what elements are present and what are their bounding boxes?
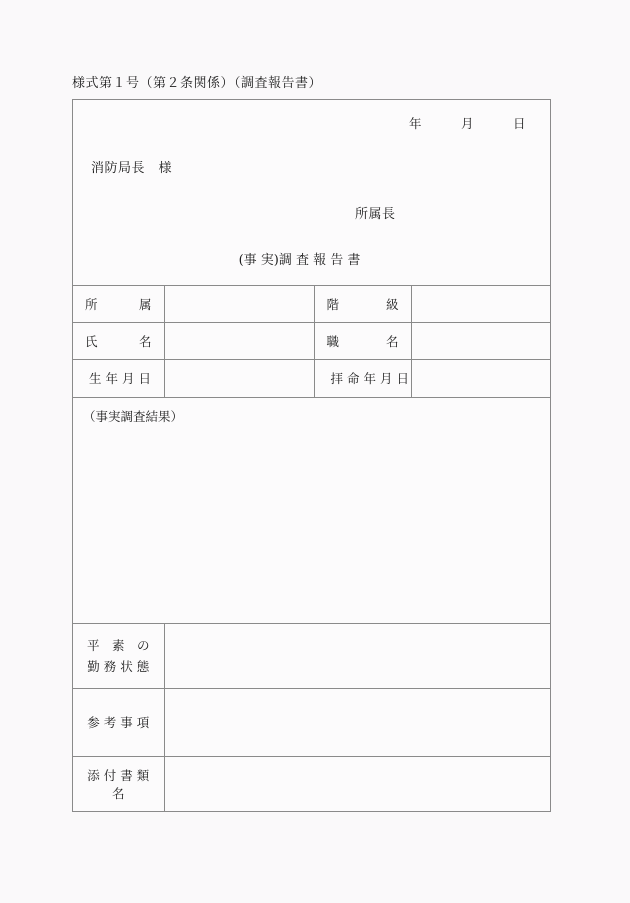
label-appointment-date-text: 拝命年月日 (330, 371, 414, 387)
label-name-char1: 氏 (85, 334, 98, 349)
date-line: 年 月 日 (408, 116, 526, 131)
form-caption: 様式第１号（第２条関係）（調査報告書） (72, 76, 323, 91)
label-work-performance (73, 623, 164, 688)
label-affiliation-char1: 所 (85, 297, 98, 312)
label-rank (314, 286, 411, 323)
label-affiliation-char2: 属 (138, 297, 152, 312)
form-header-block (73, 100, 550, 285)
findings-section[interactable] (73, 397, 550, 623)
label-work-performance-line1: 平 素 の (86, 637, 150, 653)
field-affiliation[interactable] (164, 286, 314, 323)
sender-line: 所属長 (355, 207, 396, 222)
addressee-line: 消防局長 様 (91, 161, 173, 176)
label-birthdate-text: 生年月日 (89, 371, 156, 387)
field-birthdate[interactable] (164, 360, 314, 397)
table-row (73, 756, 550, 811)
table-row (73, 688, 550, 756)
document-title: (事 実)調 査 報 告 書 (238, 253, 361, 268)
field-remarks[interactable] (164, 688, 550, 756)
label-remarks-text: 参 考 事 項 (87, 715, 150, 730)
field-appointment-date[interactable] (411, 360, 550, 397)
label-work-performance-line2: 勤 務 状 態 (87, 658, 150, 674)
label-appointment-date (314, 360, 414, 397)
label-name-char2: 名 (138, 334, 152, 349)
label-rank-char1: 階 (326, 297, 340, 312)
field-work-performance[interactable] (164, 623, 550, 688)
findings-label: （事実調査結果） (83, 408, 184, 424)
table-row (73, 286, 550, 323)
field-name[interactable] (164, 323, 314, 360)
field-attachments[interactable] (164, 756, 550, 811)
label-name (73, 323, 164, 360)
label-job-title (314, 323, 411, 360)
label-attachments (73, 756, 164, 811)
label-remarks (73, 688, 164, 756)
bottom-sections-table (73, 623, 550, 812)
table-row (73, 323, 550, 360)
label-job-title-char1: 職 (326, 334, 340, 349)
label-rank-char2: 級 (385, 297, 399, 312)
field-rank[interactable] (411, 286, 550, 323)
label-attachments-text: 添 付 書 類 名 (87, 767, 150, 801)
personal-info-table (73, 285, 550, 397)
report-form (72, 99, 551, 812)
label-job-title-char2: 名 (385, 334, 399, 349)
label-birthdate (73, 360, 164, 397)
field-job-title[interactable] (411, 323, 550, 360)
table-row (73, 360, 550, 397)
label-affiliation (73, 286, 164, 323)
table-row (73, 623, 550, 688)
